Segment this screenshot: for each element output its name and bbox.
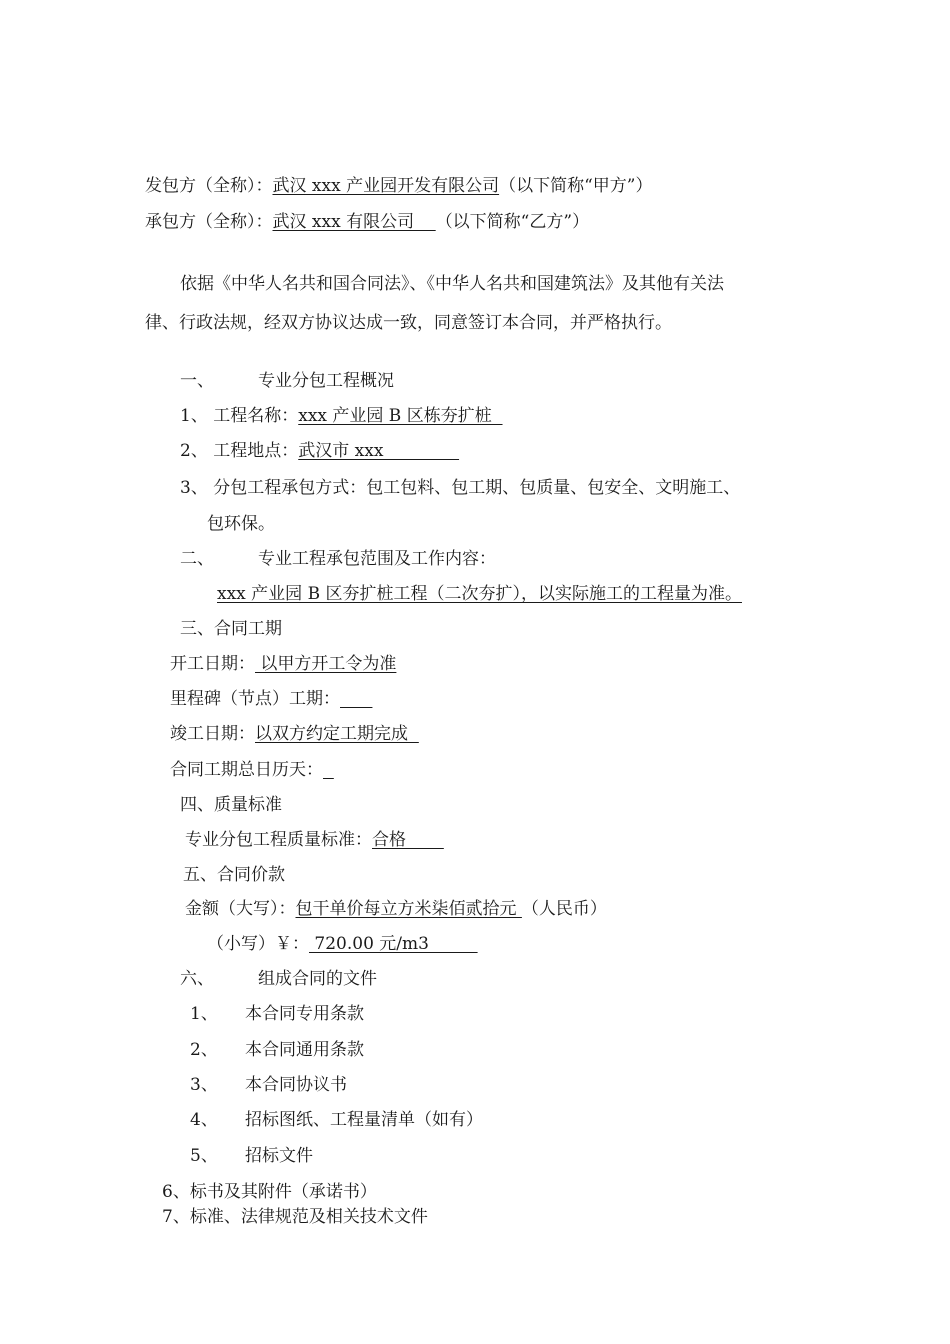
total-days-line (170, 759, 334, 781)
doc-item-text: 本合同协议书 (245, 1075, 347, 1095)
finish-date-label: 竣工日期： (170, 724, 255, 744)
section2-number: 二、 (180, 549, 214, 569)
section3-title: 三、合同工期 (180, 619, 282, 639)
contract-method-line-1: 3、 分包工程承包方式：包工包料、包工期、包质量、包安全、文明施工、 (180, 478, 741, 498)
start-date-value: 以甲方开工令为准 (255, 654, 397, 674)
doc-item-text: 本合同专用条款 (245, 1004, 364, 1024)
preamble-line-1: 依据《中华人名共和国合同法》、《中华人名共和国建筑法》及其他有关法 (180, 274, 724, 294)
doc-list-item (190, 1003, 364, 1025)
section6-heading (180, 968, 377, 990)
section4-title: 四、质量标准 (180, 795, 282, 815)
amount-currency: （人民币） (521, 899, 607, 919)
doc-list-item (190, 1109, 483, 1131)
project-name-line (180, 405, 503, 427)
doc-item-number: 3、 (190, 1075, 218, 1095)
contract-method-line-2: 包环保。 (207, 514, 275, 534)
section5-title: 五、合同价款 (183, 865, 285, 885)
section2-title: 专业工程承包范围及工作内容： (258, 549, 496, 569)
scope-content-text: xxx 产业园 B 区夯扩桩工程（二次夯扩），以实际施工的工程量为准。 (217, 584, 742, 604)
contractor-line (145, 211, 589, 233)
doc-item-text: 招标文件 (245, 1146, 313, 1166)
quality-label: 专业分包工程质量标准： (185, 830, 372, 850)
project-location-line (180, 440, 459, 462)
start-date-line (170, 653, 396, 675)
amount-figures-label: （小写）￥： (207, 934, 309, 954)
milestone-value (340, 689, 372, 709)
project-name-label: 1、 工程名称： (180, 406, 299, 426)
doc-item-text: 招标图纸、工程量清单（如有） (245, 1110, 483, 1130)
section2-heading (180, 548, 496, 570)
employer-label: 发包方（全称）： (145, 176, 273, 196)
doc-item-number: 5、 (190, 1146, 218, 1166)
amount-words-label: 金额（大写）： (185, 899, 296, 919)
finish-date-value: 以双方约定工期完成 (255, 724, 419, 744)
finish-date-line (170, 723, 419, 745)
doc-list-item-7: 7、标准、法律规范及相关技术文件 (162, 1207, 428, 1227)
total-days-label: 合同工期总日历天： (170, 760, 323, 780)
doc-list-item-6: 6、标书及其附件（承诺书） (162, 1182, 377, 1202)
quality-line (185, 829, 444, 851)
contractor-name: 武汉 xxx 有限公司 (272, 212, 436, 232)
preamble-line-2: 律、行政法规，经双方协议达成一致，同意签订本合同，并严格执行。 (145, 313, 672, 333)
section6-title: 组成合同的文件 (258, 969, 377, 989)
project-name-value: xxx 产业园 B 区栋夯扩桩 (298, 406, 503, 426)
contractor-label: 承包方（全称）： (145, 212, 273, 232)
doc-item-number: 4、 (190, 1110, 218, 1130)
employer-suffix: （以下简称“甲方”） (499, 176, 653, 196)
project-location-value: 武汉市 xxx (298, 441, 460, 461)
employer-name: 武汉 xxx 产业园开发有限公司 (272, 176, 500, 196)
amount-words-value: 包干单价每立方米柒佰贰拾元 (295, 899, 522, 919)
section6-number: 六、 (180, 969, 214, 989)
doc-item-text: 本合同通用条款 (245, 1040, 364, 1060)
section1-title: 专业分包工程概况 (258, 371, 394, 391)
milestone-line (170, 688, 372, 710)
total-days-value (323, 760, 334, 780)
doc-list-item (190, 1039, 364, 1061)
employer-line (145, 175, 652, 197)
section1-number: 一、 (180, 371, 214, 391)
amount-figures-value: 720.00 元/m3 (309, 934, 478, 954)
amount-words-line (185, 898, 607, 920)
start-date-label: 开工日期： (170, 654, 255, 674)
doc-list-item (190, 1145, 313, 1167)
milestone-label: 里程碑（节点）工期： (170, 689, 340, 709)
doc-item-number: 1、 (190, 1004, 218, 1024)
amount-figures-line (207, 933, 478, 955)
section1-heading (180, 370, 394, 392)
scope-content (217, 583, 742, 605)
doc-list-item (190, 1074, 347, 1096)
project-location-label: 2、 工程地点： (180, 441, 299, 461)
doc-item-number: 2、 (190, 1040, 218, 1060)
quality-value: 合格 (372, 830, 444, 850)
contractor-suffix: （以下简称“乙方”） (435, 212, 590, 232)
